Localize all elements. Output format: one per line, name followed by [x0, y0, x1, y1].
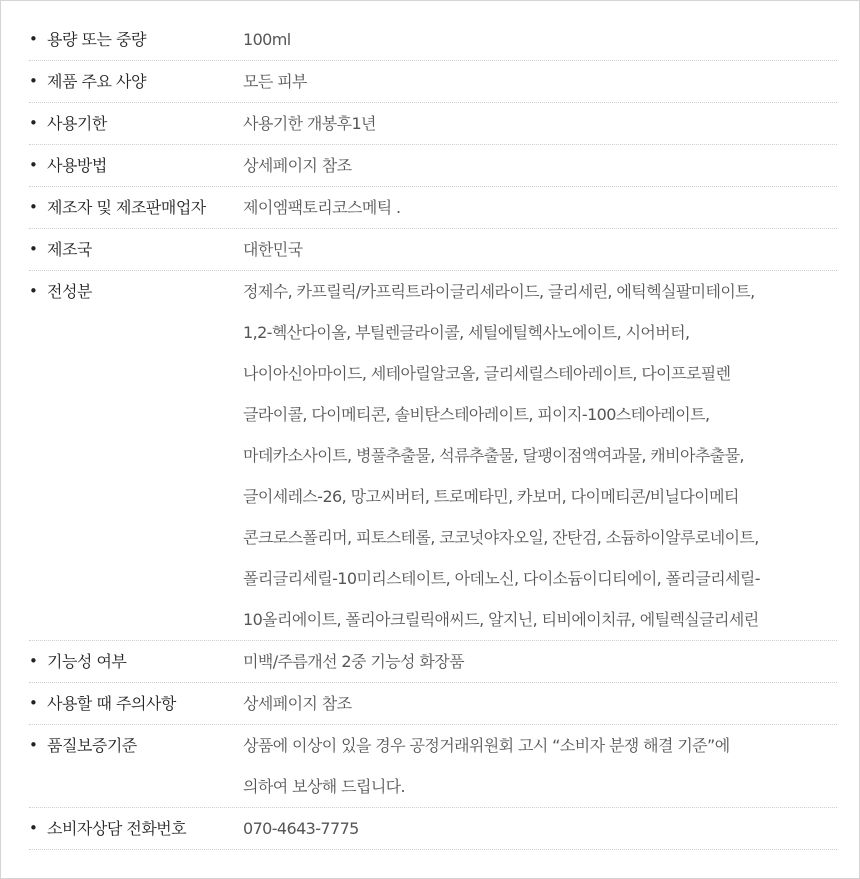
bullet-icon: •: [29, 240, 38, 258]
bullet-icon: •: [29, 72, 38, 90]
info-label: 제품 주요 사양: [47, 72, 146, 91]
info-value-line: 폴리글리세릴-10미리스테이트, 아데노신, 다이소듐이디티에이, 폴리글리세릴-: [243, 569, 760, 588]
info-value-line: 대한민국: [243, 240, 303, 259]
info-value: [243, 229, 837, 270]
info-label: 소비자상담 전화번호: [47, 819, 187, 838]
info-value-line: 나이아신아마이드, 세테아릴알코올, 글리세릴스테아레이트, 다이프로필렌: [243, 364, 731, 383]
info-value-line: 글이세레스-26, 망고씨버터, 트로메타민, 카보머, 다이메티콘/비닐다이메티: [243, 487, 739, 506]
bullet-icon: •: [29, 736, 38, 754]
product-info-list: [29, 19, 837, 850]
bullet-icon: •: [29, 694, 38, 712]
info-value-line: 상품에 이상이 있을 경우 공정거래위원회 고시 “소비자 분쟁 해결 기준”에: [243, 736, 730, 755]
info-value-line: 상세페이지 참조: [243, 156, 352, 175]
info-value-line: 상세페이지 참조: [243, 694, 352, 713]
info-row: [29, 19, 837, 61]
info-label: 제조자 및 제조판매업자: [47, 198, 206, 217]
info-row: [29, 103, 837, 145]
info-label: 품질보증기준: [47, 736, 137, 755]
info-row: [29, 229, 837, 271]
info-value-line: 제이엠팩토리코스메틱 .: [243, 198, 401, 217]
bullet-icon: •: [29, 114, 38, 132]
info-row: [29, 61, 837, 103]
info-row: [29, 808, 837, 850]
info-value-line: 모든 피부: [243, 72, 307, 91]
info-value: [243, 187, 837, 228]
info-label: 전성분: [47, 282, 92, 301]
info-value: [243, 808, 837, 849]
info-value-line: 마데카소사이트, 병풀추출물, 석류추출물, 달팽이점액여과물, 캐비아추출물,: [243, 446, 744, 465]
info-value: [243, 145, 837, 186]
info-value-line: 10올리에이트, 폴리아크릴릭애씨드, 알지닌, 티비에이치큐, 에틸렉실글리세린: [243, 610, 759, 629]
info-value: [243, 271, 837, 640]
info-row: [29, 271, 837, 641]
info-value-line: 콘크로스폴리머, 피토스테롤, 코코넛야자오일, 잔탄검, 소듐하이알루로네이트,: [243, 528, 759, 547]
info-row: [29, 187, 837, 229]
info-value-line: 070-4643-7775: [243, 819, 359, 838]
bullet-icon: •: [29, 652, 38, 670]
info-value-line: 의하여 보상해 드립니다.: [243, 777, 406, 796]
info-value-line: 100ml: [243, 30, 291, 49]
info-label: 사용기한: [47, 114, 107, 133]
info-value: [243, 641, 837, 682]
info-value: [243, 725, 837, 807]
info-label: 사용할 때 주의사항: [47, 694, 176, 713]
info-value: [243, 103, 837, 144]
info-row: [29, 145, 837, 187]
info-value: [243, 19, 837, 60]
info-value-line: 글라이콜, 다이메티콘, 솔비탄스테아레이트, 피이지-100스테아레이트,: [243, 405, 710, 424]
info-value-line: 사용기한 개봉후1년: [243, 114, 376, 133]
info-value-line: 정제수, 카프릴릭/카프릭트라이글리세라이드, 글리세린, 에틱헥실팔미테이트,: [243, 282, 755, 301]
info-row: [29, 725, 837, 808]
info-label: 기능성 여부: [47, 652, 127, 671]
info-value-line: 미백/주름개선 2중 기능성 화장품: [243, 652, 464, 671]
bullet-icon: •: [29, 198, 38, 216]
info-value-line: 1,2-헥산다이올, 부틸렌글라이콜, 세틸에틸헥사노에이트, 시어버터,: [243, 323, 690, 342]
info-row: [29, 683, 837, 725]
bullet-icon: •: [29, 156, 38, 174]
info-label: 제조국: [47, 240, 92, 259]
info-row: [29, 641, 837, 683]
info-value: [243, 683, 837, 724]
info-label: 용량 또는 중량: [47, 30, 146, 49]
bullet-icon: •: [29, 282, 38, 300]
bullet-icon: •: [29, 819, 38, 837]
info-value: [243, 61, 837, 102]
info-label: 사용방법: [47, 156, 107, 175]
bullet-icon: •: [29, 30, 38, 48]
